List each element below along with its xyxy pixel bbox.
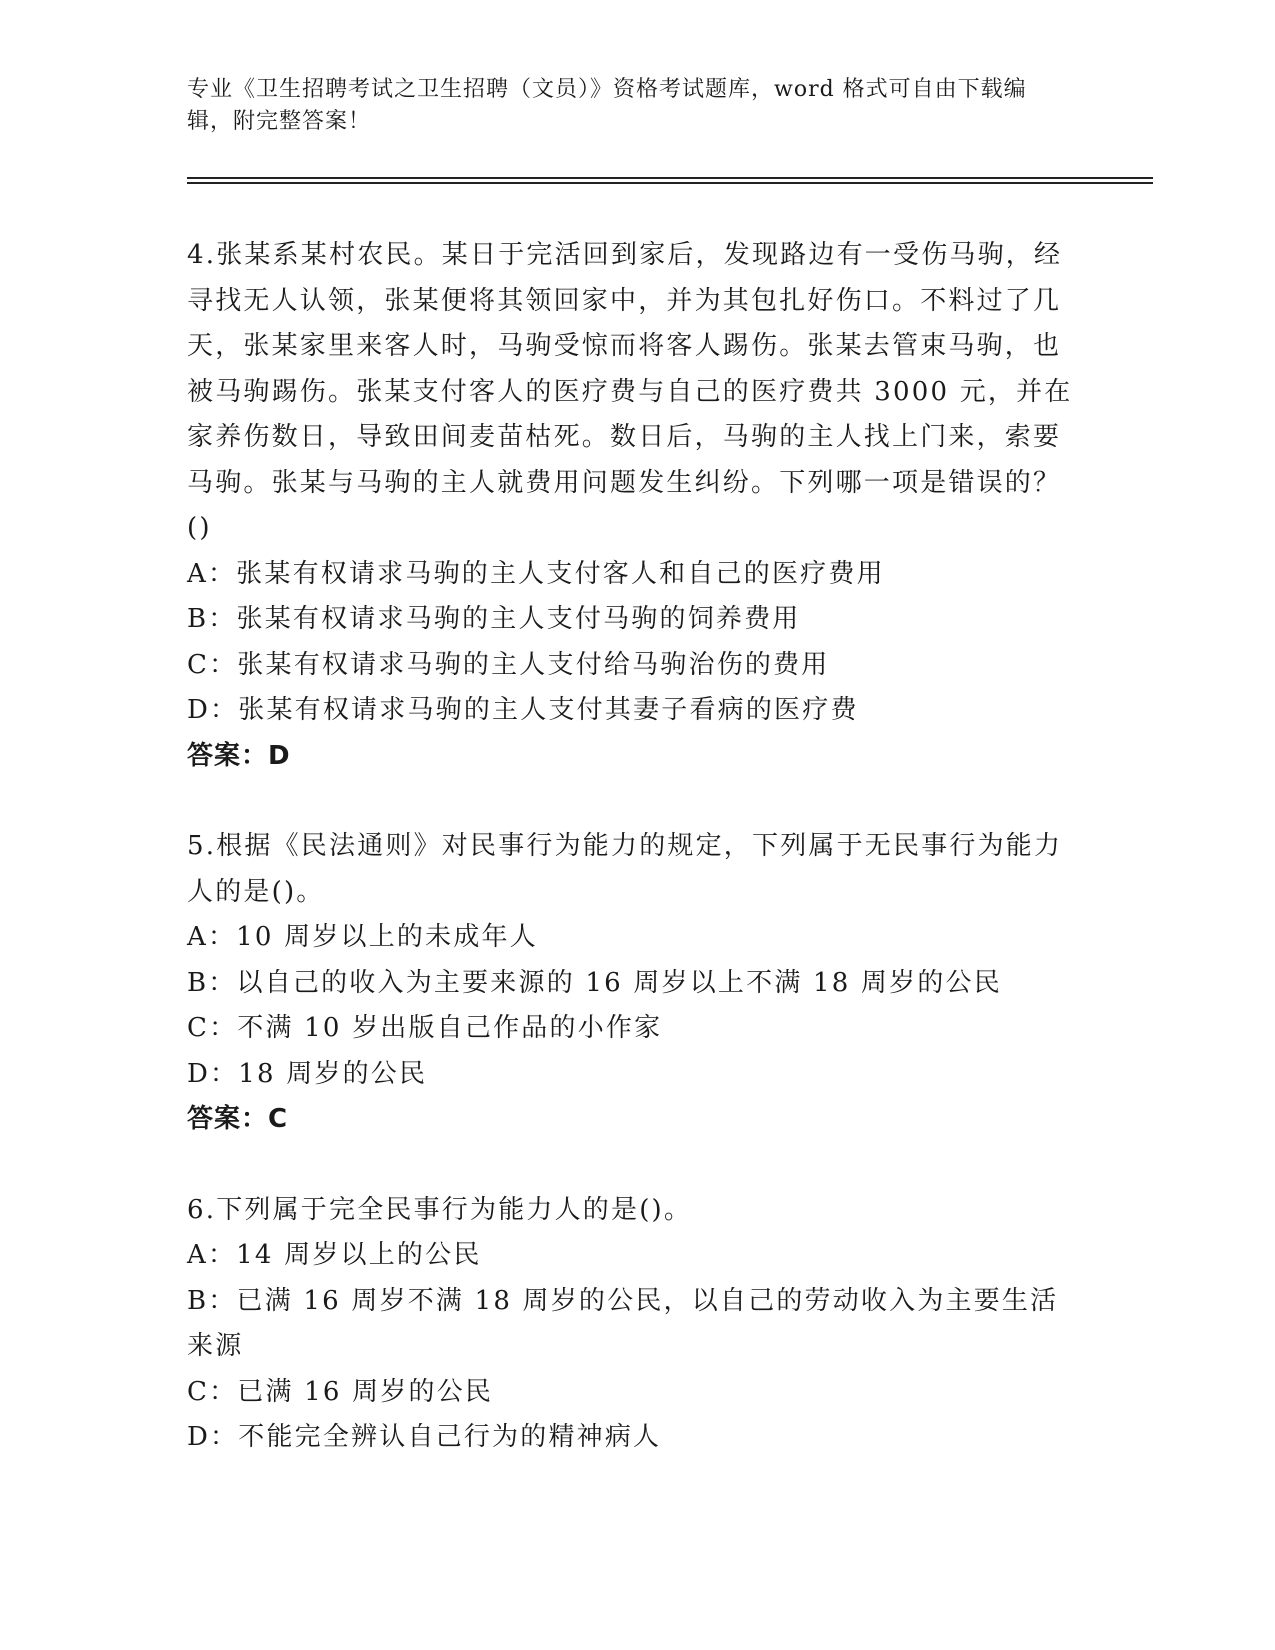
- question-text: 6.下列属于完全民事行为能力人的是()。: [187, 1194, 693, 1225]
- option-a: A：14 周岁以上的公民: [187, 1240, 482, 1270]
- question-6: [187, 1188, 1077, 1461]
- question-text: 4.张某系某村农民。某日于完活回到家后，发现路边有一受伤马驹，经寻找无人认领，张某便将其领回家中，并为其包扎好伤口。不料过了几天，张某家里来客人时，马驹受惊而将客人踢伤。张某去管束马驹，也被马驹踢伤。张某支付客人的医疗费与自己的医疗费共 3000 元，并在家养伤数日，导致田间麦苗枯死。数日后，马驹的主人找上门来，索要马驹。张某与马驹的主人就费用问题发生纠纷。下列哪一项是错误的？(): [187, 240, 1073, 543]
- answer-label: 答案：C: [187, 1104, 289, 1134]
- option-c: C：已满 16 周岁的公民: [187, 1376, 494, 1407]
- option-c: C：张某有权请求马驹的主人支付给马驹治伤的费用: [187, 649, 830, 680]
- option-d: D：张某有权请求马驹的主人支付其妻子看病的医疗费: [187, 695, 859, 725]
- answer-label: 答案：D: [187, 740, 291, 771]
- option-a: A：10 周岁以上的未成年人: [187, 922, 538, 952]
- option-c: C：不满 10 岁出版自己作品的小作家: [187, 1013, 663, 1043]
- option-a: A：张某有权请求马驹的主人支付客人和自己的医疗费用: [187, 558, 885, 589]
- option-d: D：不能完全辨认自己行为的精神病人: [187, 1422, 662, 1452]
- option-b: B：已满 16 周岁不满 18 周岁的公民，以自己的劳动收入为主要生活来源: [187, 1285, 1059, 1361]
- question-4: [187, 233, 1077, 779]
- header-rule-bottom: [187, 182, 1153, 184]
- question-list: [187, 233, 1077, 1461]
- header-rule-top: [187, 177, 1153, 179]
- question-5: [187, 824, 1077, 1143]
- option-b: B：以自己的收入为主要来源的 16 周岁以上不满 18 周岁的公民: [187, 967, 1002, 998]
- document-header: 专业《卫生招聘考试之卫生招聘（文员）》资格考试题库，word 格式可自由下载编辑，附完整答案！: [187, 77, 1027, 134]
- option-b: B：张某有权请求马驹的主人支付马驹的饲养费用: [187, 604, 801, 634]
- option-d: D：18 周岁的公民: [187, 1058, 428, 1089]
- question-text: 5.根据《民法通则》对民事行为能力的规定，下列属于无民事行为能力人的是()。: [187, 831, 1063, 907]
